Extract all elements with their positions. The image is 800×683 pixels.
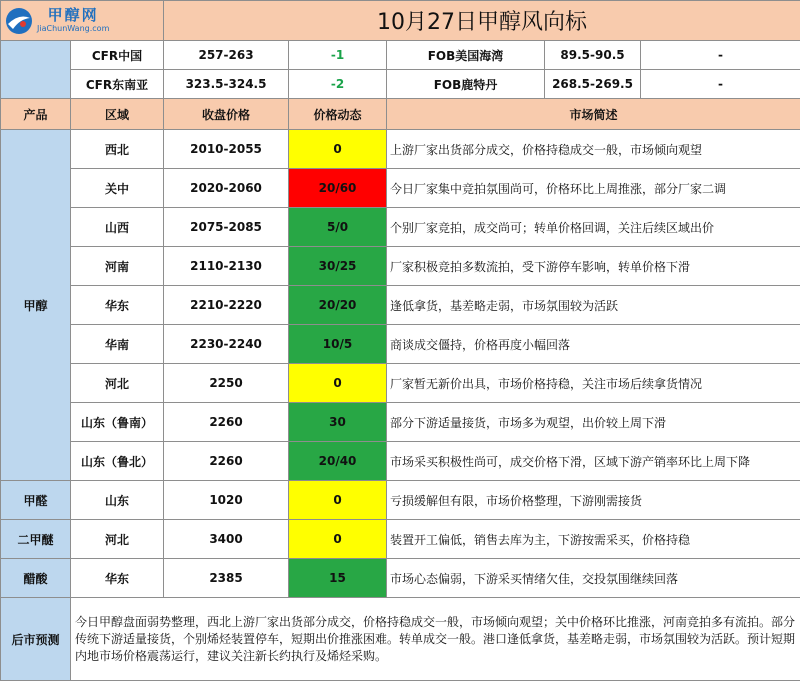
region-cell: 华东 (71, 286, 164, 325)
top-change-2: - (641, 70, 800, 99)
header-trend: 价格动态 (289, 99, 387, 130)
price-cell: 2230-2240 (164, 325, 289, 364)
top-row (1, 70, 800, 99)
top-value-2: 268.5-269.5 (545, 70, 641, 99)
market-description: 个别厂家竞拍，成交尚可；转单价格回调，关注后续区域出价 (387, 208, 800, 247)
region-cell: 山东（鲁北） (71, 442, 164, 481)
top-value-1: 257-263 (164, 41, 289, 70)
forecast-text: 今日甲醇盘面弱势整理，西北上游厂家出货部分成交，价格持稳成交一般，市场倾向观望；关中价格环比推涨，河南竞拍多有流拍。部分传统下游适量接货，个别烯烃装置停车，短期出价推涨困难。转单成交一般。港口逢低拿货，基差略走弱，市场氛围较为活跃。预计短期内地市场价格震荡运行，建议关注新长约执行及烯烃采购。 (71, 598, 800, 681)
table-row (1, 442, 800, 481)
top-change-1: -1 (289, 41, 387, 70)
table-row (1, 247, 800, 286)
market-description: 亏损缓解但有限，市场价格整理，下游刚需接货 (387, 481, 800, 520)
region-cell: 河北 (71, 364, 164, 403)
region-cell: 关中 (71, 169, 164, 208)
price-cell: 3400 (164, 520, 289, 559)
table-row (1, 559, 800, 598)
header-product: 产品 (1, 99, 71, 130)
product-cell: 二甲醚 (1, 520, 71, 559)
header-region: 区域 (71, 99, 164, 130)
price-cell: 2110-2130 (164, 247, 289, 286)
price-cell: 2210-2220 (164, 286, 289, 325)
page-title: 10月27日甲醇风向标 (164, 1, 800, 41)
trend-cell: 0 (289, 130, 387, 169)
product-cell: 甲醛 (1, 481, 71, 520)
product-cell: 甲醇 (1, 130, 71, 481)
top-row (1, 41, 800, 70)
forecast-label: 后市预测 (1, 598, 71, 681)
region-cell: 山西 (71, 208, 164, 247)
trend-cell: 0 (289, 520, 387, 559)
price-cell: 2020-2060 (164, 169, 289, 208)
trend-cell: 20/40 (289, 442, 387, 481)
price-cell: 2250 (164, 364, 289, 403)
header-price: 收盘价格 (164, 99, 289, 130)
market-description: 部分下游适量接货，市场多为观望，出价较上周下滑 (387, 403, 800, 442)
logo-icon (5, 7, 33, 35)
price-cell: 2075-2085 (164, 208, 289, 247)
header-market: 市场简述 (387, 99, 800, 130)
top-change-2: - (641, 41, 800, 70)
market-description: 逢低拿货，基差略走弱，市场氛围较为活跃 (387, 286, 800, 325)
top-blank-cell (1, 41, 71, 99)
region-cell: 山东（鲁南） (71, 403, 164, 442)
top-label-1: CFR东南亚 (71, 70, 164, 99)
price-cell: 2010-2055 (164, 130, 289, 169)
market-description: 今日厂家集中竞拍氛围尚可，价格环比上周推涨，部分厂家二调 (387, 169, 800, 208)
forecast-row (1, 598, 800, 681)
table-row (1, 520, 800, 559)
price-cell: 1020 (164, 481, 289, 520)
logo (1, 7, 163, 35)
trend-cell: 10/5 (289, 325, 387, 364)
top-label-2: FOB美国海湾 (387, 41, 545, 70)
trend-cell: 30/25 (289, 247, 387, 286)
region-cell: 西北 (71, 130, 164, 169)
top-value-2: 89.5-90.5 (545, 41, 641, 70)
table-row (1, 286, 800, 325)
table-row (1, 208, 800, 247)
top-change-1: -2 (289, 70, 387, 99)
market-description: 市场采买积极性尚可，成交价格下滑，区域下游产销率环比上周下降 (387, 442, 800, 481)
trend-cell: 15 (289, 559, 387, 598)
table-row (1, 130, 800, 169)
price-cell: 2385 (164, 559, 289, 598)
product-cell: 醋酸 (1, 559, 71, 598)
market-description: 厂家暂无新价出具，市场价格持稳，关注市场后续拿货情况 (387, 364, 800, 403)
header-row (1, 99, 800, 130)
region-cell: 河南 (71, 247, 164, 286)
table-row (1, 325, 800, 364)
trend-cell: 5/0 (289, 208, 387, 247)
market-description: 厂家积极竞拍多数流拍，受下游停车影响，转单价格下滑 (387, 247, 800, 286)
top-value-1: 323.5-324.5 (164, 70, 289, 99)
trend-cell: 0 (289, 481, 387, 520)
logo-cell (1, 1, 164, 41)
logo-text-en: JiaChunWang.com (37, 24, 110, 33)
price-cell: 2260 (164, 442, 289, 481)
table-row (1, 481, 800, 520)
region-cell: 华南 (71, 325, 164, 364)
market-description: 上游厂家出货部分成交，价格持稳成交一般，市场倾向观望 (387, 130, 800, 169)
logo-text-cn: 甲醇网 (47, 6, 99, 24)
title-row (1, 1, 800, 41)
top-label-1: CFR中国 (71, 41, 164, 70)
market-description: 市场心态偏弱，下游采买情绪欠佳，交投氛围继续回落 (387, 559, 800, 598)
table-row (1, 169, 800, 208)
region-cell: 华东 (71, 559, 164, 598)
table-row (1, 364, 800, 403)
trend-cell: 20/60 (289, 169, 387, 208)
trend-cell: 0 (289, 364, 387, 403)
table-row (1, 403, 800, 442)
price-cell: 2260 (164, 403, 289, 442)
region-cell: 河北 (71, 520, 164, 559)
top-label-2: FOB鹿特丹 (387, 70, 545, 99)
region-cell: 山东 (71, 481, 164, 520)
market-description: 商谈成交僵持，价格再度小幅回落 (387, 325, 800, 364)
market-description: 装置开工偏低，销售去库为主，下游按需采买，价格持稳 (387, 520, 800, 559)
trend-cell: 30 (289, 403, 387, 442)
trend-cell: 20/20 (289, 286, 387, 325)
